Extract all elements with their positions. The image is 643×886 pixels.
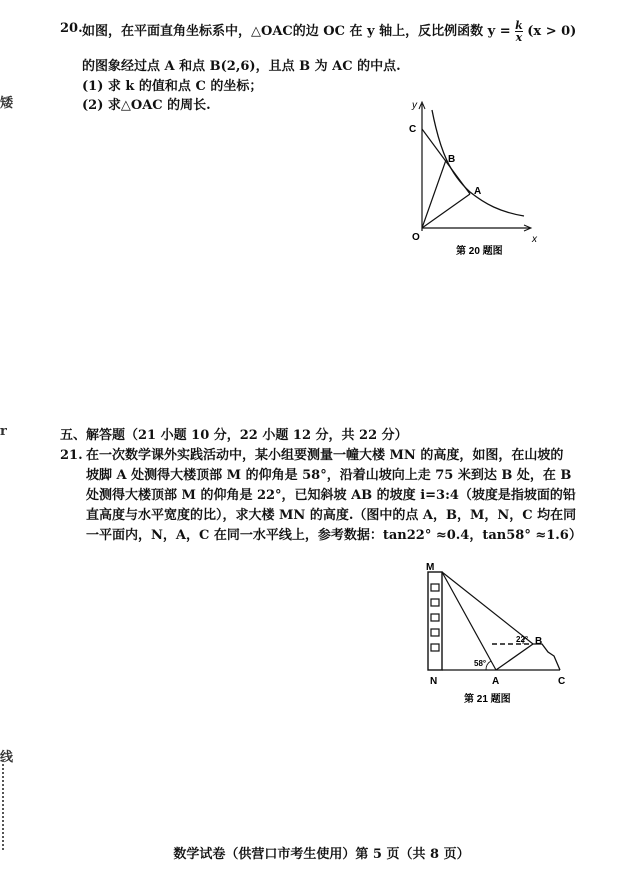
- fig20-label-A: A: [474, 186, 482, 197]
- q20-line1-text: 如图，在平面直角坐标系中，△OAC的边 OC 在 y 轴上，反比例函数 y =: [82, 24, 511, 39]
- fig20-label-x: x: [532, 234, 537, 245]
- fig21-sight-BM: [442, 572, 533, 644]
- margin-mark-2: r: [0, 424, 7, 439]
- fig20-label-O: O: [412, 232, 420, 243]
- binding-dotted-line: [2, 760, 4, 850]
- fig20-segment-OA: [422, 194, 470, 228]
- figure-21: [420, 560, 580, 708]
- fig20-hyperbola: [432, 110, 524, 216]
- q21-line-3: 处测得大楼顶部 M 的仰角是 22°，已知斜坡 AB 的坡度 i=3:4（坡度是指坡面的铅: [86, 488, 576, 503]
- q20-fraction: [515, 20, 523, 43]
- margin-mark-1: 矮: [0, 96, 14, 111]
- q21-number: 21.: [60, 448, 83, 463]
- fig21-label-C: C: [558, 676, 566, 687]
- q20-number: 20.: [60, 21, 83, 36]
- q21-line-4: 直高度与水平宽度的比），求大楼 MN 的高度.（图中的点 A，B，M，N，C 均在同: [86, 508, 577, 523]
- q20-line1: [82, 20, 576, 43]
- q20-frac-den: x: [515, 31, 523, 44]
- q20-frac-num: k: [515, 19, 523, 32]
- q20-part1: (1) 求 k 的值和点 C 的坐标；: [82, 79, 263, 94]
- fig20-caption: 第 20 题图: [456, 246, 503, 257]
- fig20-label-C: C: [409, 124, 417, 135]
- margin-mark-3: 线: [0, 750, 14, 765]
- fig20-segment-OB: [422, 160, 446, 228]
- q20-line2: 的图象经过点 A 和点 B(2,6)，且点 B 为 AC 的中点.: [82, 59, 401, 74]
- fig21-caption: 第 21 题图: [464, 694, 511, 705]
- fig21-angle-22: 22°: [516, 635, 529, 644]
- fig21-angle-arc-A: [486, 661, 491, 670]
- fig20-label-y: y: [412, 100, 417, 111]
- figure-20: [400, 96, 560, 258]
- q21-line-2: 坡脚 A 处测得大楼顶部 M 的仰角是 58°，沿着山坡向上走 75 米到达 B 处，在 B: [86, 468, 572, 483]
- fig20-label-B: B: [448, 154, 456, 165]
- section5-title: 五、解答题（21 小题 10 分，22 小题 12 分，共 22 分）: [60, 428, 408, 443]
- q20-part2: (2) 求△OAC 的周长.: [82, 98, 211, 113]
- fig21-label-M: M: [426, 562, 435, 573]
- q21-line-1: 在一次数学课外实践活动中，某小组要测量一幢大楼 MN 的高度，如图，在山坡的: [86, 448, 564, 463]
- fig21-label-A: A: [492, 676, 500, 687]
- fig21-sight-AM: [442, 572, 496, 670]
- fig21-label-B: B: [535, 636, 543, 647]
- q20-condition: (x > 0): [527, 24, 577, 39]
- fig21-label-N: N: [430, 676, 438, 687]
- fig21-slope-hill: [496, 644, 560, 670]
- page-footer: 数学试卷（供营口市考生使用）第 5 页（共 8 页）: [173, 847, 470, 862]
- fig21-angle-58: 58°: [474, 659, 487, 668]
- q21-line-5: 一平面内，N，A，C 在同一水平线上，参考数据：tan22° ≈0.4，tan58° ≈1.6）: [86, 528, 582, 543]
